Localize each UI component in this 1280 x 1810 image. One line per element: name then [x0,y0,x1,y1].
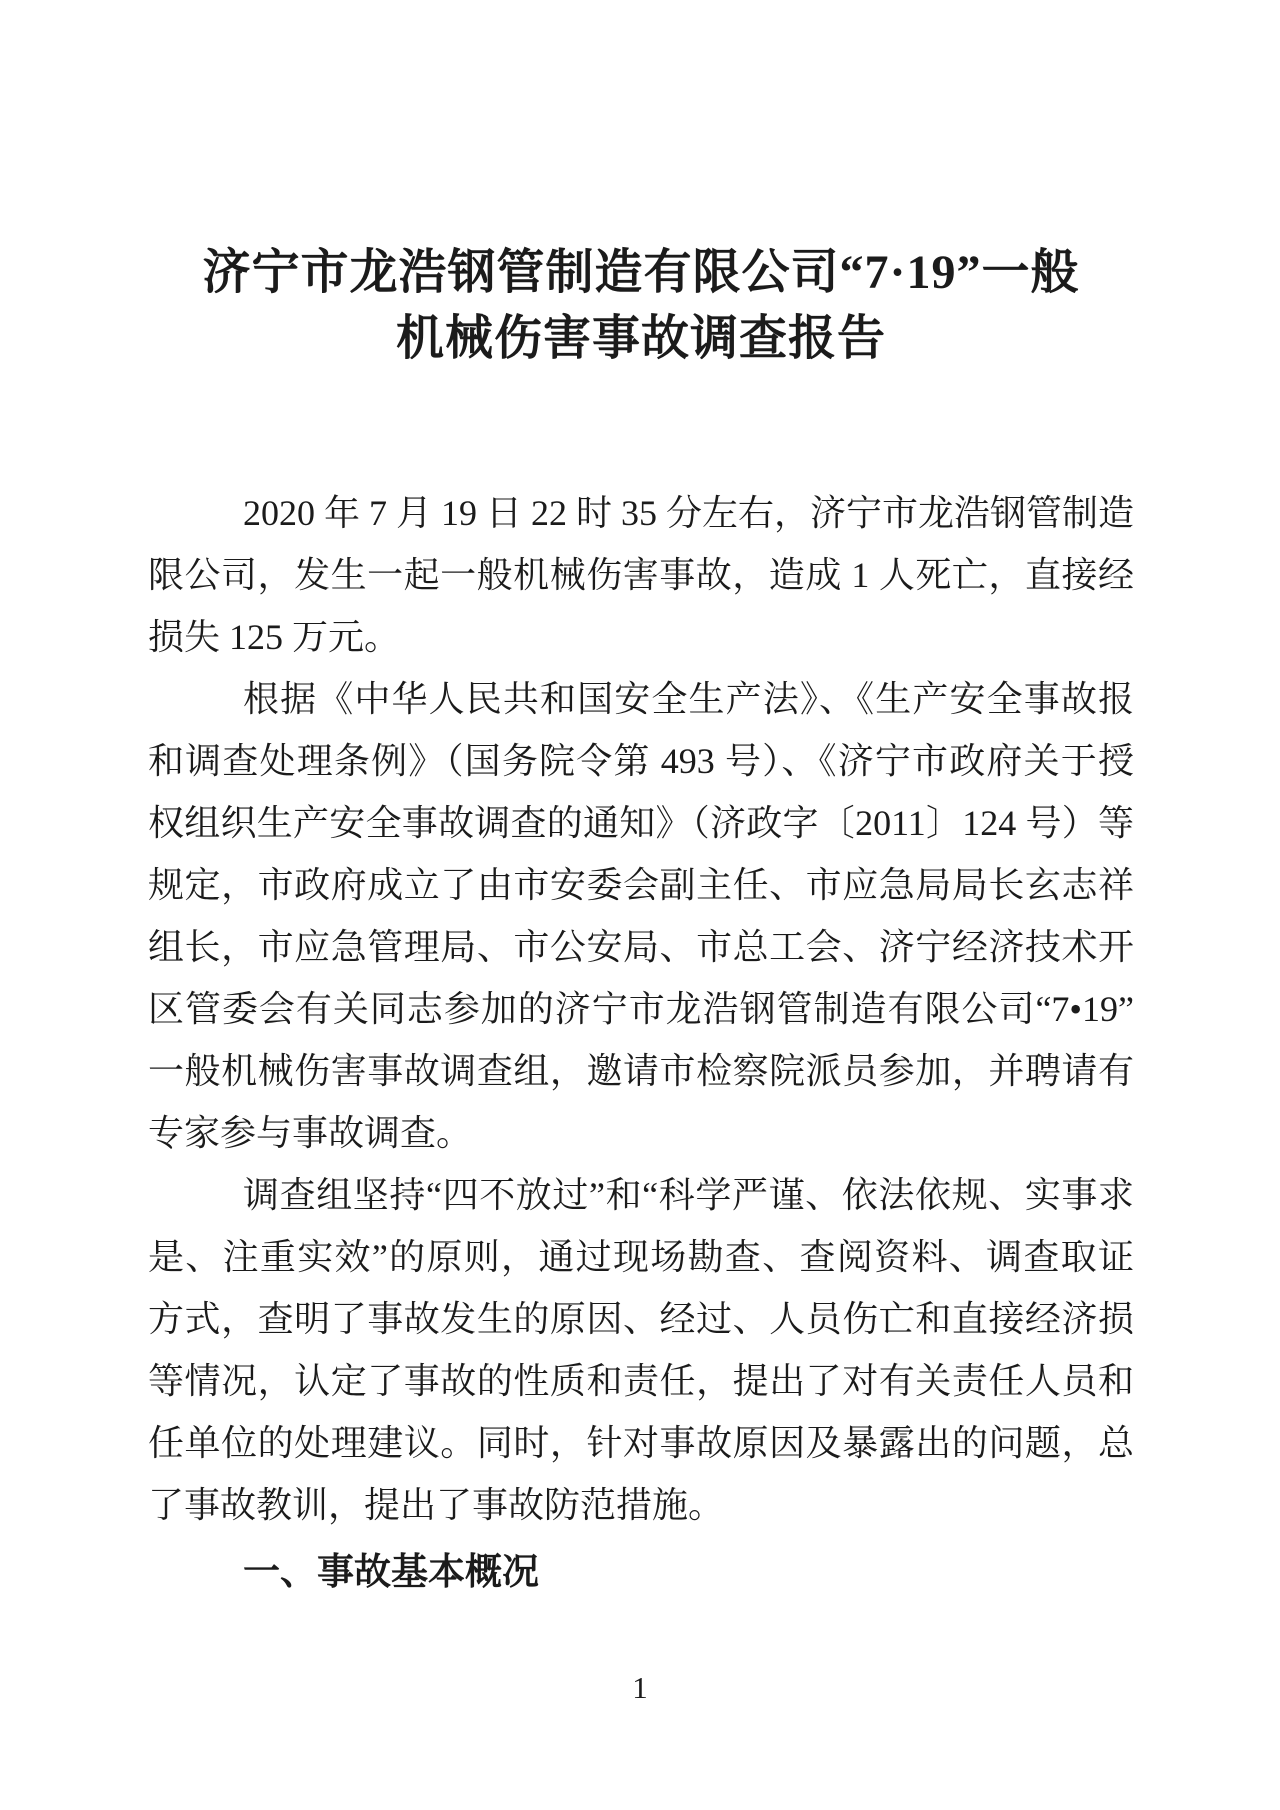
paragraph-2-line-4: 规定，市政府成立了由市安委会副主任、市应急局局长玄志祥 [148,865,1134,905]
paragraph-3-line-5: 任单位的处理建议。同时，针对事故原因及暴露出的问题，总 [148,1423,1134,1463]
paragraph [148,668,1134,1164]
paragraph-2-line-7: 一般机械伤害事故调查组，邀请市检察院派员参加，并聘请有 [148,1051,1134,1091]
paragraph [148,482,1134,668]
paragraph-2-line-8: 专家参与事故调查。 [148,1113,473,1153]
paragraph-3-line-4: 等情况，认定了事故的性质和责任，提出了对有关责任人员和 [148,1361,1134,1401]
paragraph-1-line-1: 2020 年 7 月 19 日 22 时 35 分左右，济宁市龙浩钢管制造 [243,493,1134,533]
page-footer [0,1668,1280,1708]
section-heading: 一、事故基本概况 [243,1551,539,1592]
paragraph-1-line-3: 损失 125 万元。 [148,617,401,657]
paragraph-3-line-6: 了事故教训，提出了事故防范措施。 [148,1485,725,1525]
paragraph [148,1164,1134,1536]
document-title-line1: 济宁市龙浩钢管制造有限公司“7·19”一般 [202,246,1080,299]
paragraph-2-line-6: 区管委会有关同志参加的济宁市龙浩钢管制造有限公司“7•19” [148,989,1134,1029]
paragraph-2-line-1: 根据《中华人民共和国安全生产法》、《生产安全事故报 [243,679,1134,719]
document-title [148,240,1134,372]
paragraph-3-line-2: 是、注重实效”的原则，通过现场勘查、查阅资料、调查取证 [148,1237,1134,1277]
page-number: 1 [632,1670,648,1705]
paragraph-1-line-2: 限公司，发生一起一般机械伤害事故，造成 1 人死亡，直接经 [148,555,1134,595]
paragraph-3-line-3: 方式，查明了事故发生的原因、经过、人员伤亡和直接经济损 [148,1299,1134,1339]
document-body [148,482,1134,1536]
paragraph-2-line-2: 和调查处理条例》（国务院令第 493 号）、《济宁市政府关于授 [148,741,1134,781]
paragraph-2-line-5: 组长，市应急管理局、市公安局、市总工会、济宁经济技术开 [148,927,1134,967]
document-title-line2: 机械伤害事故调查报告 [395,312,886,365]
paragraph-3-line-1: 调查组坚持“四不放过”和“科学严谨、依法依规、实事求 [243,1175,1134,1215]
paragraph-2-line-3: 权组织生产安全事故调查的通知》（济政字〔2011〕124 号）等 [148,803,1134,843]
